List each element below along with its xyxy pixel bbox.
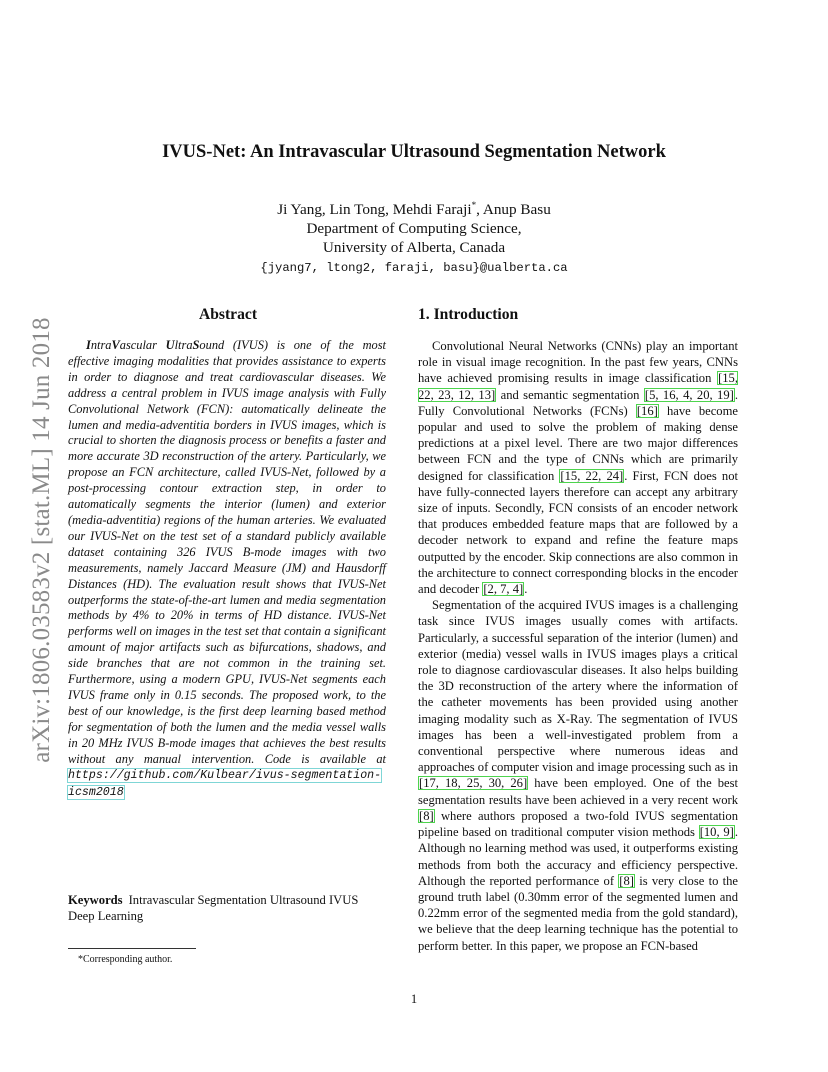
citation-link[interactable]: [2, 7, 4] [483,582,524,597]
arxiv-identifier-text: arXiv:1806.03583v2 [stat.ML] 14 Jun 2018 [28,317,55,763]
keywords [68,892,388,924]
page-number: 1 [410,992,418,1006]
abstract-text: IntraVascular UltraSound (IVUS) is one of the most effective imaging modalities that provides assistance to experts in order to diagnose and treat cardiovascular diseases. We address a central problem in IVUS image analysis with Fully Convolutional Network (FCN): automatically delineate the lumen and media-adventitia borders in IVUS images, which is crucial to shorten the diagnosis process or benefits a faster and more accurate 3D reconstruction of the artery. Particularly, we propose an FCN architecture, called IVUS-Net, followed by a post-processing contour extraction step, in order to automatically segments the interior (lumen) and exterior (media-adventitia) regions of the human arteries. We evaluated our IVUS-Net on the test set of a standard publicly available dataset containing 326 IVUS B-mode images with two measurements, namely Jaccard Measure (JM) and Hausdorff Distances (HD). The evaluation result shows that IVUS-Net outperforms the state-of-the-art lumen and media segmentation methods by 4% to 20% in terms of HD distance. IVUS-Net performs well on images in the test set that contain a significant amount of major artifacts such as bifurcations, shadows, and side branches that are not common in the training set. Furthermore, using a modern GPU, IVUS-Net segments each IVUS frame only in 0.15 seconds. The proposed work, to the best of our knowledge, is the first deep learning based method for segmentation of both the lumen and the media vessel walls in 20 MHz IVUS B-mode images that achieves the best results without any manual intervention. Code is available at https://github.com/Kulbear/ivus-segmentation-icsm2018 [68,338,386,800]
left-column [68,306,388,801]
author-names: Ji Yang, Lin Tong, Mehdi Faraji*, Anup Basu [277,200,551,219]
citation-link[interactable]: [8] [419,808,434,823]
introduction-heading: 1. Introduction [418,306,519,323]
author-block [0,196,828,278]
footnote: *Corresponding author. [78,954,173,965]
intro-paragraph-2: Segmentation of the acquired IVUS images is a challenging task since IVUS images usually comes with artifacts. Particularly, a successful separation of the interior (lumen) and exterior (media) vessel walls in IVUS images plays a critical role to diagnose cardiovascular diseases. It also helps building the 3D reconstruction of the artery where the information of the catheter movements has been provided using another imaging modality such as X-Ray. The segmentation of IVUS images has been a well-investigated problem from a conventional perspective where numerous ideas and approaches of computer vision and image processing such as in [17, 18, 25, 30, 26] have been employed. One of the best segmentation results have been achieved in a very recent work [8] where authors proposed a two-fold IVUS segmentation pipeline based on traditional computer vision methods [10, 9]. Although no learning method was used, it outperforms existing methods from both the accuracy and efficiency perspective. Although the reported performance of [8] is very close to the ground truth label (0.30mm error of the segmented lumen and 0.22mm error of the segmented media from the gold standard), we believe that the deep learning technique has the potential to perform better. In this paper, we propose an FCN-based [418,598,739,953]
keywords-label: Keywords [68,893,123,907]
citation-link[interactable]: [15, 22, 24] [560,468,624,483]
citation-link[interactable]: [10, 9] [699,825,734,840]
citation-link[interactable]: [8] [619,873,634,888]
citation-link[interactable]: [15, 22, 23, 12, 13] [418,371,738,402]
code-repository-link[interactable]: https://github.com/Kulbear/ivus-segmentation-icsm2018 [68,769,382,800]
author-department: Department of Computing Science, [306,220,522,238]
author-university: University of Alberta, Canada [322,239,506,257]
keywords-text: Intravascular Segmentation Ultrasound IVUS Deep Learning [68,893,359,923]
right-column [418,306,738,954]
paper-title: IVUS-Net: An Intravascular Ultrasound Segmentation Network [162,142,666,162]
author-email: {jyang7, ltong2, faraji, basu}@ualberta.ca [260,261,568,276]
intro-paragraph-1: Convolutional Neural Networks (CNNs) play an important role in visual image recognition. In the past few years, CNNs have achieved promising results in image classification [15, 22, 23, 12, 13] and semantic segmentation [5, 16, 4, 20, 19]. Fully Convolutional Networks (FCNs) [16] have become popular and used to solve the problem of making dense predictions at a pixel level. There are two major differences between FCN and the type of CNNs which are primarily designed for classification [15, 22, 24]. First, FCN does not have fully-connected layers therefore can accept any arbitrary size of inputs. Secondly, FCN consists of an encoder network that produces embedded feature maps that are followed by a decoder network to expand and refine the feature maps outputted by the encoder. Skip connections are also common in the architecture to connect corresponding blocks in the encoder and decoder [2, 7, 4]. [418,339,738,597]
citation-link[interactable]: [17, 18, 25, 30, 26] [419,776,528,791]
corresponding-author-mark: * [471,200,477,210]
abstract-heading: Abstract [198,306,258,323]
footnote-rule [68,948,196,949]
arxiv-identifier [22,280,62,800]
citation-link[interactable]: [16] [636,403,658,418]
citation-link[interactable]: [5, 16, 4, 20, 19] [644,387,734,402]
